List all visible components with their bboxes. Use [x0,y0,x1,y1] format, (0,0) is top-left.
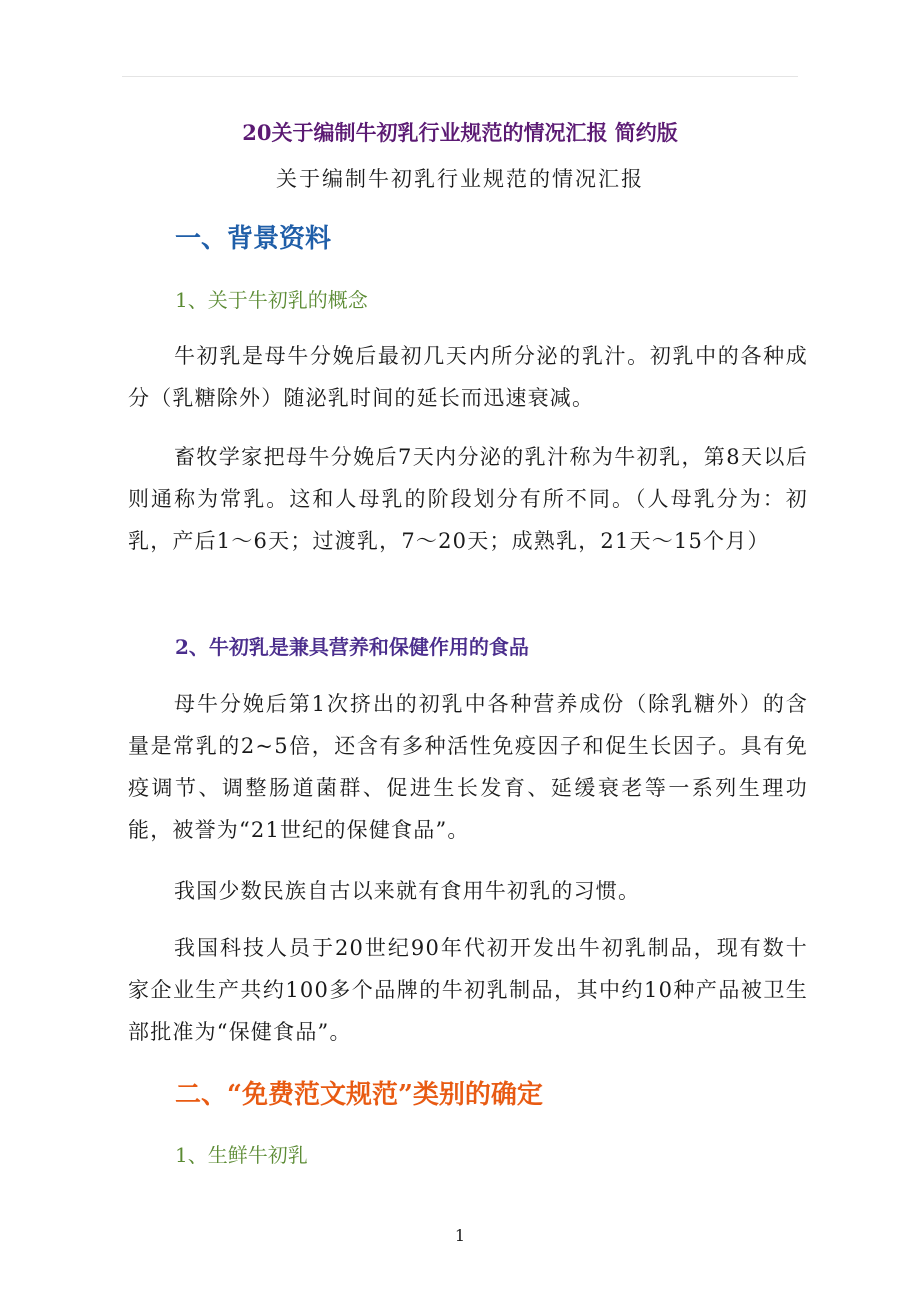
subheading-colostrum-concept: 1、关于牛初乳的概念 [175,288,368,312]
section-heading-background: 一、背景资料 [175,224,332,254]
document-subtitle: 关于编制牛初乳行业规范的情况汇报 [276,167,644,191]
subheading-fresh-colostrum: 1、生鲜牛初乳 [175,1143,308,1167]
paragraph-colostrum-definition: 牛初乳是母牛分娩后最初几天内所分泌的乳汁。初乳中的各种成分（乳糖除外）随泌乳时间的延长而迅速衰减。 [128,344,808,410]
subheading-nutrition-health: 2、牛初乳是兼具营养和保健作用的食品 [175,635,529,659]
page-number: 1 [454,1226,466,1245]
paragraph-nutrient-content: 母牛分娩后第1次挤出的初乳中各种营养成份（除乳糖外）的含量是常乳的2~5倍，还含有多种活性免疫因子和促生长因子。具有免疫调节、调整肠道菌群、促进生长发育、延缓衰老等一系列生理功能，被誉为“21世纪的保健食品”。 [128,692,808,842]
document-title: 20关于编制牛初乳行业规范的情况汇报 简约版 [242,120,678,145]
section-heading-category: 二、“免费范文规范”类别的确定 [175,1080,543,1110]
paragraph-colostrum-period: 畜牧学家把母牛分娩后7天内分泌的乳汁称为牛初乳，第8天以后则通称为常乳。这和人母乳的阶段划分有所不同。（人母乳分为：初乳，产后1～6天；过渡乳，7～20天；成熟乳，21天～15个月） [128,445,808,553]
paragraph-domestic-products: 我国科技人员于20世纪90年代初开发出牛初乳制品，现有数十家企业生产共约100多个品牌的牛初乳制品，其中约10种产品被卫生部批准为“保健食品”。 [128,936,808,1044]
header-rule [122,76,798,77]
paragraph-ethnic-tradition: 我国少数民族自古以来就有食用牛初乳的习惯。 [174,879,641,903]
